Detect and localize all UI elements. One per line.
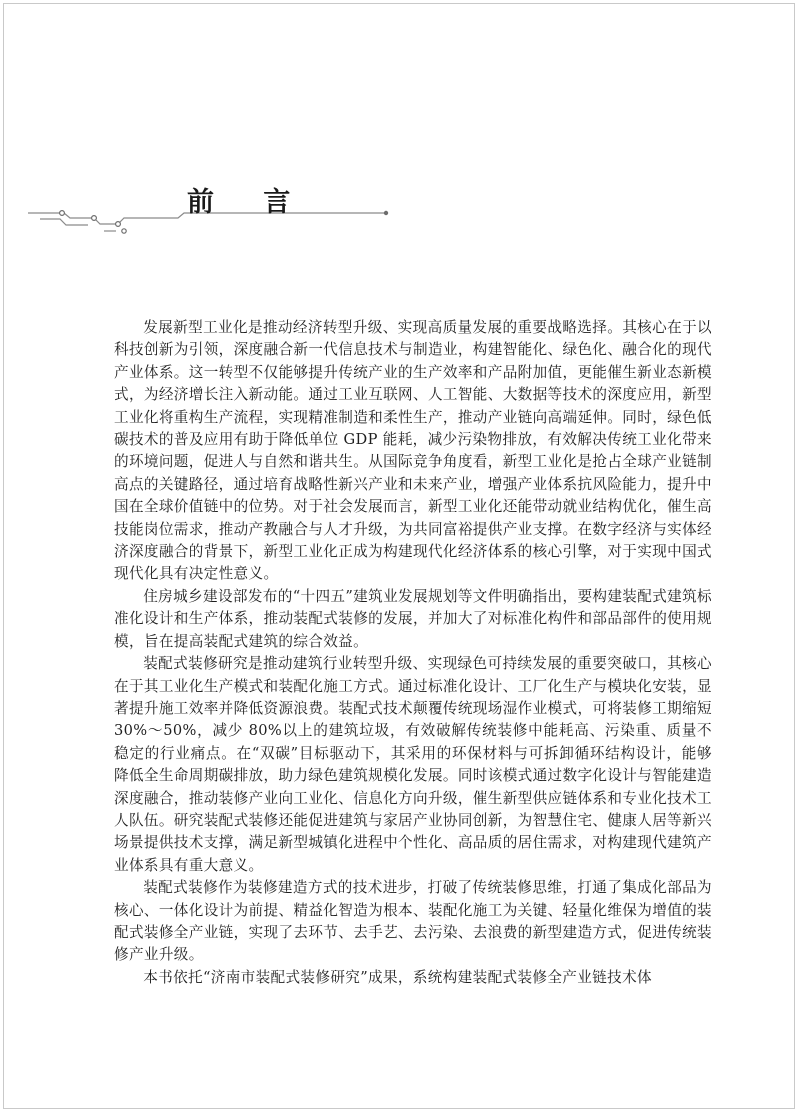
paragraph: 本书依托“济南市装配式装修研究”成果，系统构建装配式装修全产业链技术体 xyxy=(143,968,652,986)
paragraph: 发展新型工业化是推动经济转型升级、实现高质量发展的重要战略选择。其核心在于以科技创新为引领，深度融合新一代信息技术与制造业，构建智能化、绿色化、融合化的现代产业体系。这一转型不仅能够提升传统产业的生产效率和产品附加值，更能催生新业态新模式，为经济增长注入新动能。通过工业互联网、人工智能、大数据等技术的深度应用，新型工业化将重构生产流程，实现精准制造和柔性生产，推动产业链向高端延伸。同时，绿色低碳技术的普及应用有助于降低单位 GDP 能耗，减少污染物排放，有效解决传统工业化带来的环境问题，促进人与自然和谐共生。从国际竞争角度看，新型工业化是抢占全球产业链制高点的关键路径，通过培育战略性新兴产业和未来产业，增强产业体系抗风险能力，提升中国在全球价值链中的位势。对于社会发展而言，新型工业化还能带动就业结构优化，催生高技能岗位需求，推动产教融合与人才升级，为共同富裕提供产业支撑。在数字经济与实体经济深度融合的背景下，新型工业化正成为构建现代化经济体系的核心引擎，对于实现中国式现代化具有决定性意义。 xyxy=(114,319,712,583)
page-title: 前 言 xyxy=(187,187,311,218)
preface-body xyxy=(114,317,712,989)
paragraph: 装配式装修研究是推动建筑行业转型升级、实现绿色可持续发展的重要突破口，其核心在于其工业化生产模式和装配化施工方式。通过标准化设计、工厂化生产与模块化安装，显著提升施工效率并降低资源浪费。装配式技术颠覆传统现场湿作业模式，可将装修工期缩短 30%～50%，减少 80%以上的建筑垃圾，有效破解传统装修中能耗高、污染重、质量不稳定的行业痛点。在“双碳”目标驱动下，其采用的环保材料与可拆卸循环结构设计，能够降低全生命周期碳排放，助力绿色建筑规模化发展。同时该模式通过数字化设计与智能建造深度融合，推动装修产业向工业化、信息化方向升级，催生新型供应链体系和专业化技术工人队伍。研究装配式装修还能促进建筑与家居产业协同创新，为智慧住宅、健康人居等新兴场景提供技术支撑，满足新型城镇化进程中个性化、高品质的居住需求，对构建现代建筑产业体系具有重大意义。 xyxy=(114,655,712,874)
paragraph: 装配式装修作为装修建造方式的技术进步，打破了传统装修思维，打通了集成化部品为核心、一体化设计为前提、精益化智造为根本、装配化施工为关键、轻量化维保为增值的装配式装修全产业链，实现了去环节、去手艺、去污染、去浪费的新型建造方式，促进传统装修产业升级。 xyxy=(114,879,712,964)
title-circuit-decoration xyxy=(0,175,800,255)
paragraph: 住房城乡建设部发布的“十四五”建筑业发展规划等文件明确指出，要构建装配式建筑标准化设计和生产体系，推动装配式装修的发展，并加大了对标准化构件和部品部件的使用规模，旨在提高装配式建筑的综合效益。 xyxy=(114,587,712,650)
